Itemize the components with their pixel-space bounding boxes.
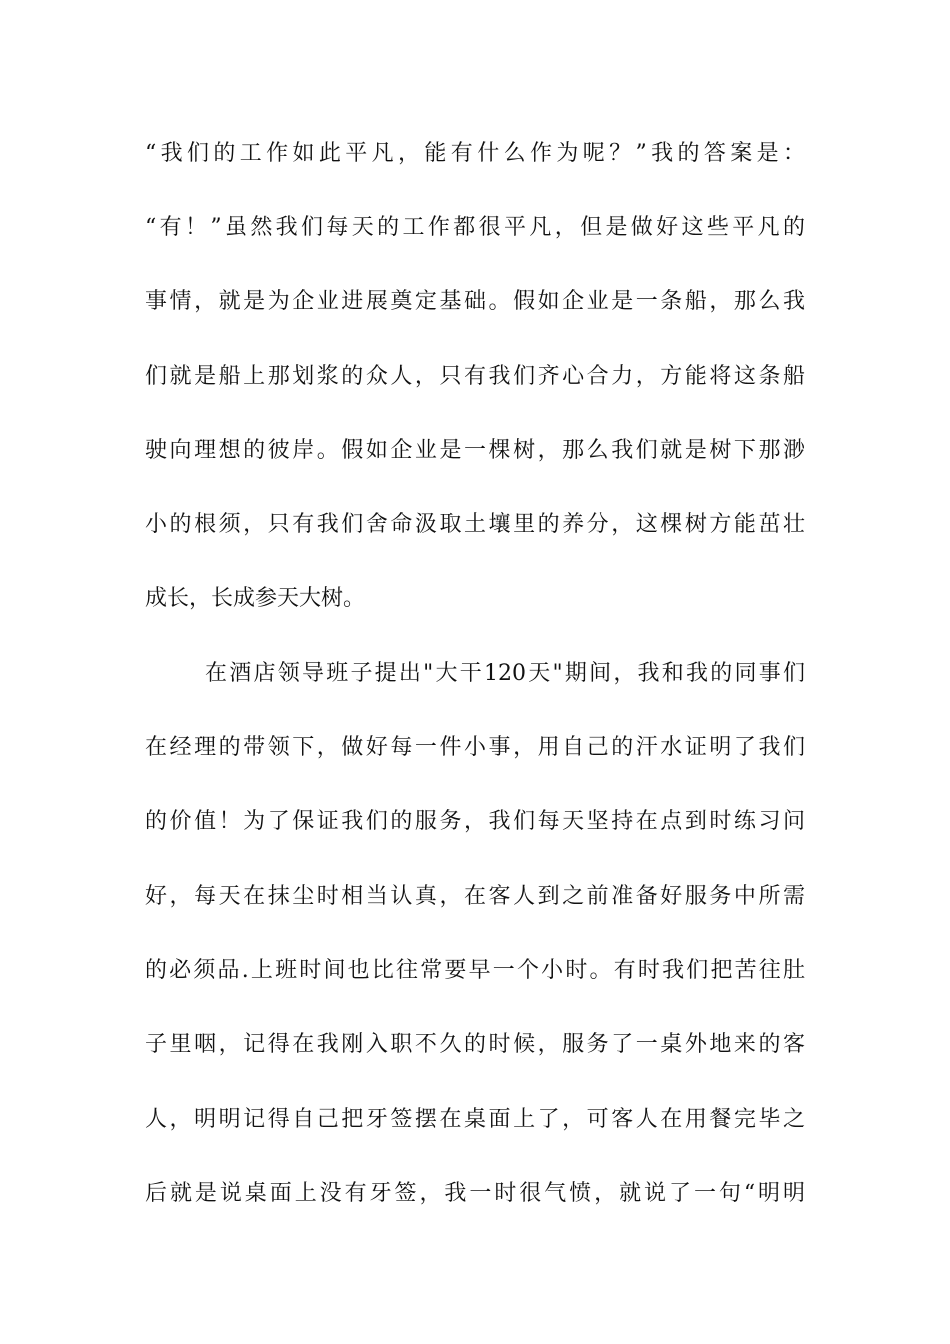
text-line: 在经理的带领下，做好每一件小事，用自己的汗水证明了我们 xyxy=(145,735,805,760)
text-line: “我们的工作如此平凡，能有什么作为呢？”我的答案是： xyxy=(145,141,805,166)
text-line: 的价值！为了保证我们的服务，我们每天坚持在点到时练习问 xyxy=(145,809,805,834)
text-line: 事情，就是为企业进展奠定基础。假如企业是一条船，那么我 xyxy=(145,289,805,314)
text-line: 后就是说桌面上没有牙签，我一时很气愤，就说了一句“明明 xyxy=(145,1181,805,1206)
text-line: 的必须品.上班时间也比往常要早一个小时。有时我们把苦往肚 xyxy=(145,958,805,983)
text-line: 驶向理想的彼岸。假如企业是一棵树，那么我们就是树下那渺 xyxy=(145,438,805,463)
text-line: 成长，长成参天大树。 xyxy=(145,586,366,611)
text-line: “有！”虽然我们每天的工作都很平凡，但是做好这些平凡的 xyxy=(145,215,805,240)
text-line: 好，每天在抹尘时相当认真，在客人到之前准备好服务中所需 xyxy=(145,884,805,909)
text-line: 们就是船上那划浆的众人，只有我们齐心合力，方能将这条船 xyxy=(145,364,805,389)
text-line: 小的根须，只有我们舍命汲取土壤里的养分，这棵树方能茁壮 xyxy=(145,512,805,537)
text-line: 子里咽，记得在我刚入职不久的时候，服务了一桌外地来的客 xyxy=(145,1032,805,1057)
text-line: 在酒店领导班子提出"大干120天"期间，我和我的同事们 xyxy=(205,661,805,686)
text-line: 人，明明记得自己把牙签摆在桌面上了，可客人在用餐完毕之 xyxy=(145,1107,805,1132)
